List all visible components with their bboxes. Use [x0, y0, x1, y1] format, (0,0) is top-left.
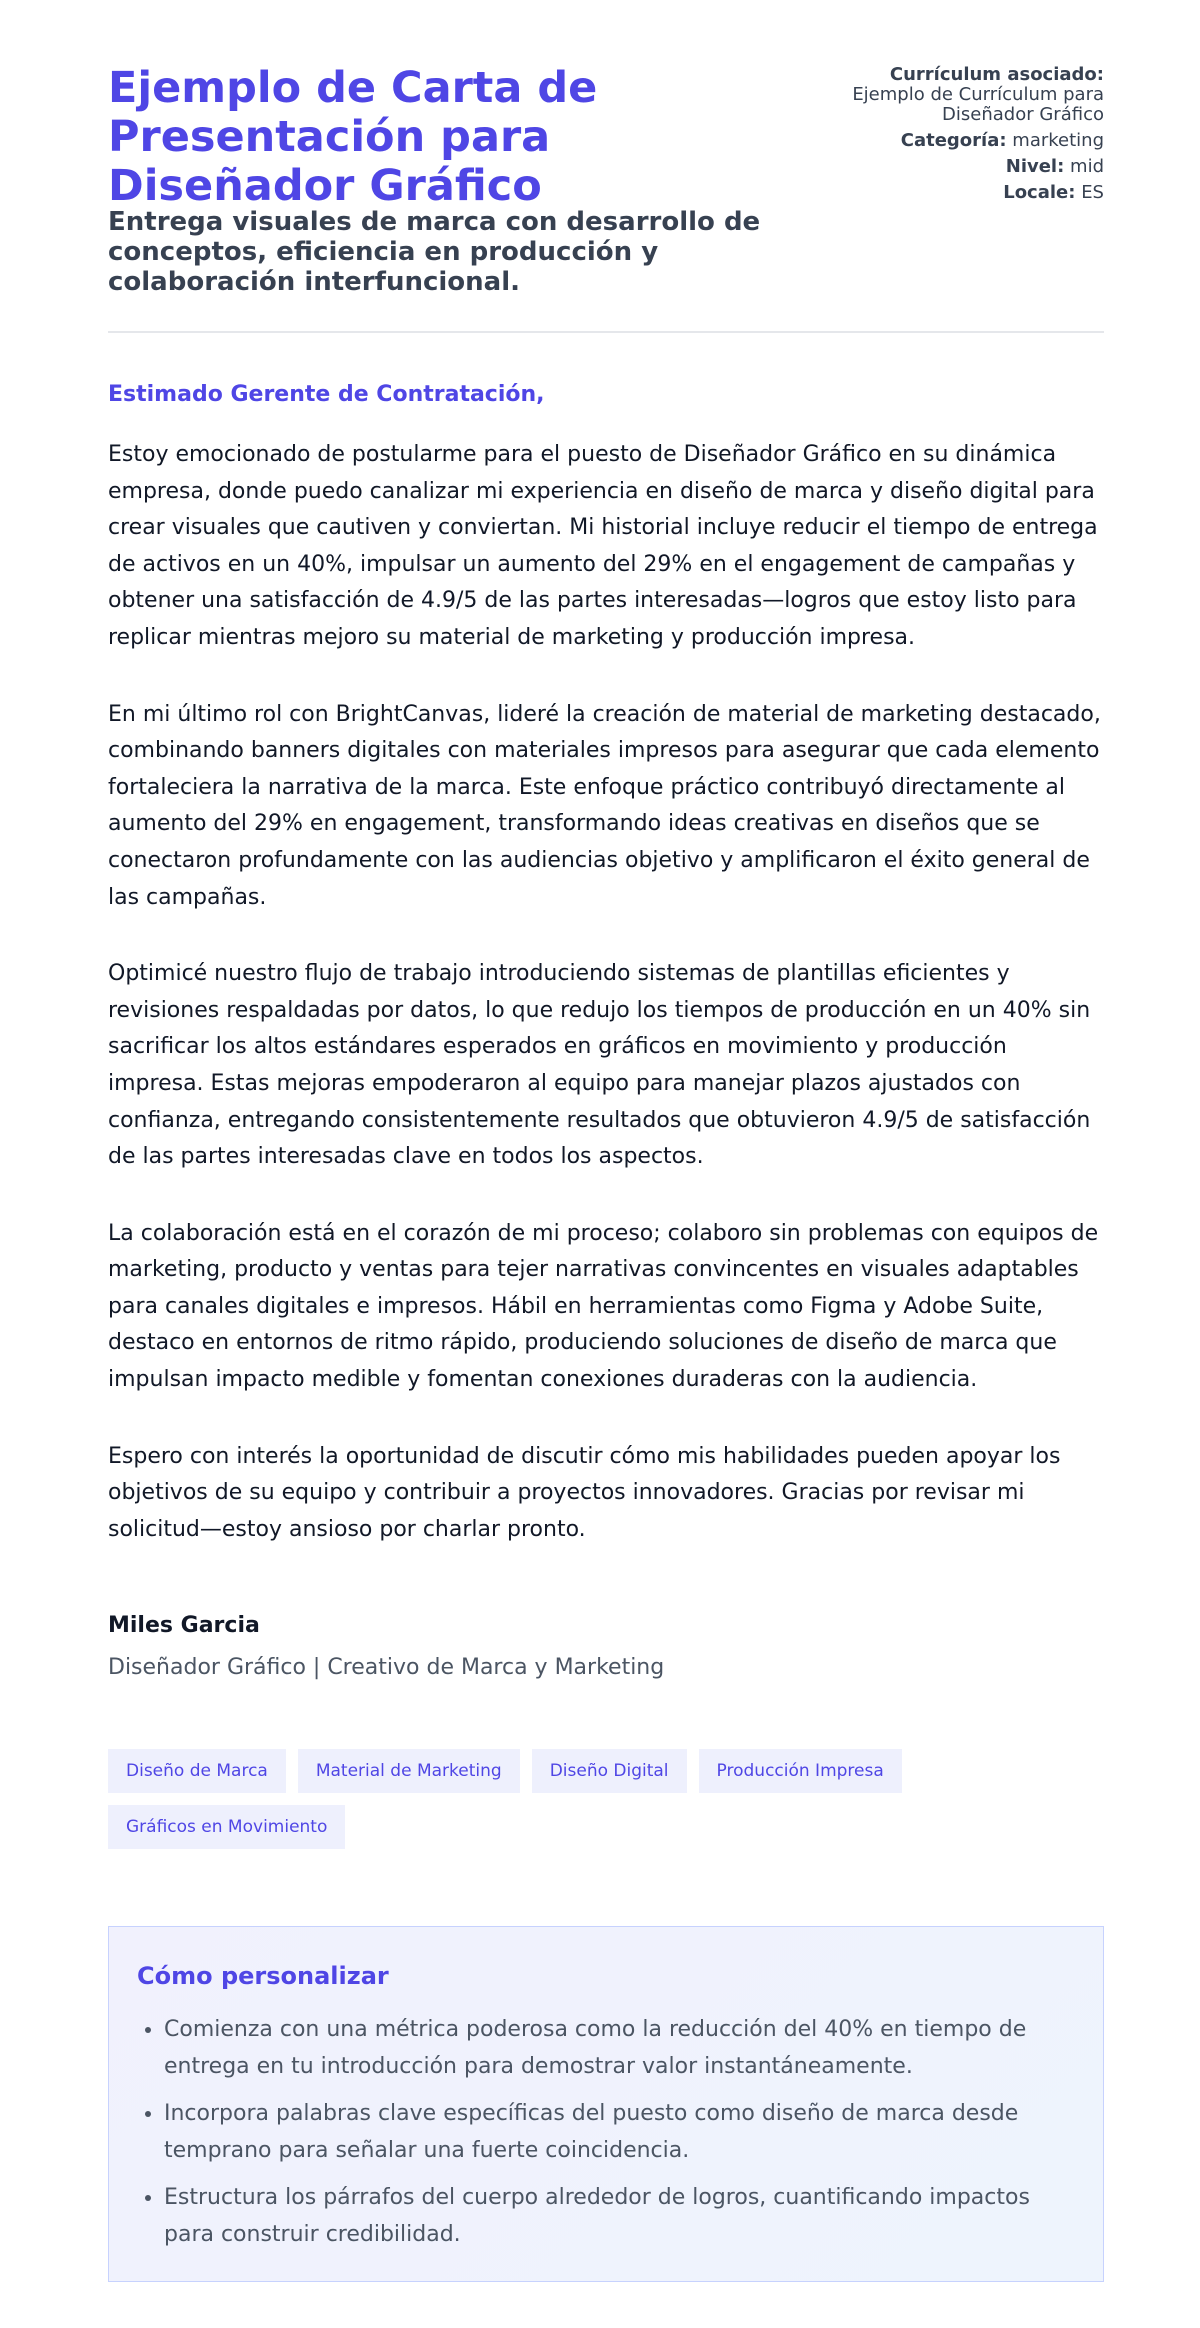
tips-item: • Comienza con una métrica poderosa como la reducción del 40% en tiempo de entrega en tu introducción para demostrar valor instantáneamente.: [164, 2011, 1075, 2085]
meta-level-label: Nivel:: [1005, 156, 1065, 177]
meta-locale-label: Locale:: [1003, 182, 1076, 203]
customization-tips: [108, 1926, 1104, 2282]
meta-locale-value: ES: [1081, 182, 1104, 203]
skill-tag: Producción Impresa: [699, 1749, 902, 1793]
page-title: Ejemplo de Carta de Presentación para Diseñador Gráfico: [108, 63, 598, 211]
meta-level: [804, 157, 1104, 177]
tips-item: • Incorpora palabras clave específicas del puesto como diseño de marca desde temprano para señalar una fuerte coincidencia.: [164, 2095, 1075, 2169]
meta-resume: [804, 65, 1104, 125]
skill-tag: Diseño Digital: [532, 1749, 687, 1793]
meta-resume-value: Ejemplo de Currículum para Diseñador Gráfico: [852, 84, 1104, 125]
page-header: [108, 0, 1104, 333]
letter-paragraph: Espero con interés la oportunidad de discutir cómo mis habilidades pueden apoyar los objetivos de su equipo y contribuir a proyectos innovadores. Gracias por revisar mi solicitud—estoy ansioso por charlar pronto.: [108, 1443, 1061, 1542]
skill-tags: [108, 1749, 1108, 1849]
tips-list: [137, 2011, 1075, 2253]
skill-tag: Gráficos en Movimiento: [108, 1805, 345, 1849]
skill-tag: Material de Marketing: [298, 1749, 520, 1793]
signature-title: Diseñador Gráfico | Creativo de Marca y Marketing: [108, 1655, 665, 1680]
meta-panel: [804, 65, 1104, 209]
meta-level-value: mid: [1070, 156, 1104, 177]
meta-category-label: Categoría:: [900, 130, 1007, 151]
page-subtitle: Entrega visuales de marca con desarrollo de conceptos, eficiencia en producción y colaboración interfuncional.: [108, 207, 761, 297]
letter-body: [108, 437, 1108, 1588]
letter-paragraph: En mi último rol con BrightCanvas, lideré la creación de material de marketing destacado, combinando banners digitales con materiales impresos para asegurar que cada elemento fortaleciera la narrativa de la marca. Este enfoque práctico contribuyó directamente al aumento del 29% en engagement, transformando ideas creativas en diseños que se conectaron profundamente con las audiencias objetivo y amplificaron el éxito general de las campañas.: [108, 701, 1101, 910]
content-container: [108, 0, 1104, 2247]
meta-category: [804, 131, 1104, 151]
letter-paragraph: Estoy emocionado de postularme para el puesto de Diseñador Gráfico en su dinámica empresa, donde puedo canalizar mi experiencia en diseño de marca y diseño digital para crear visuales que cautiven y conviertan. Mi historial incluye reducir el tiempo de entrega de activos en un 40%, impulsar un aumento del 29% en el engagement de campañas y obtener una satisfacción de 4.9/5 de las partes interesadas—logros que estoy listo para replicar mientras mejoro su material de marketing y producción impresa.: [108, 442, 1098, 650]
meta-locale: [804, 183, 1104, 203]
meta-resume-label: Currículum asociado:: [889, 64, 1104, 85]
tips-item: • Estructura los párrafos del cuerpo alrededor de logros, cuantificando impactos para construir credibilidad.: [164, 2179, 1075, 2253]
meta-category-value: marketing: [1012, 130, 1104, 151]
tips-heading: Cómo personalizar: [137, 1962, 389, 1990]
signature-name: Miles Garcia: [108, 1613, 260, 1638]
letter-salutation: Estimado Gerente de Contratación,: [108, 382, 545, 407]
skill-tag: Diseño de Marca: [108, 1749, 286, 1793]
letter-paragraph: La colaboración está en el corazón de mi proceso; colaboro sin problemas con equipos de marketing, producto y ventas para tejer narrativas convincentes en visuales adaptables para canales digitales e impresos. Hábil en herramientas como Figma y Adobe Suite, destaco en entornos de ritmo rápido, produciendo soluciones de diseño de marca que impulsan impacto medible y fomentan conexiones duraderas con la audiencia.: [108, 1220, 1099, 1393]
letter-paragraph: Optimicé nuestro flujo de trabajo introduciendo sistemas de plantillas eficientes y revisiones respaldadas por datos, lo que redujo los tiempos de producción en un 40% sin sacrificar los altos estándares esperados en gráficos en movimiento y producción impresa. Estas mejoras empoderaron al equipo para manejar plazos ajustados con confianza, entregando consistentemente resultados que obtuvieron 4.9/5 de satisfacción de las partes interesadas clave en todos los aspectos.: [108, 961, 1091, 1170]
